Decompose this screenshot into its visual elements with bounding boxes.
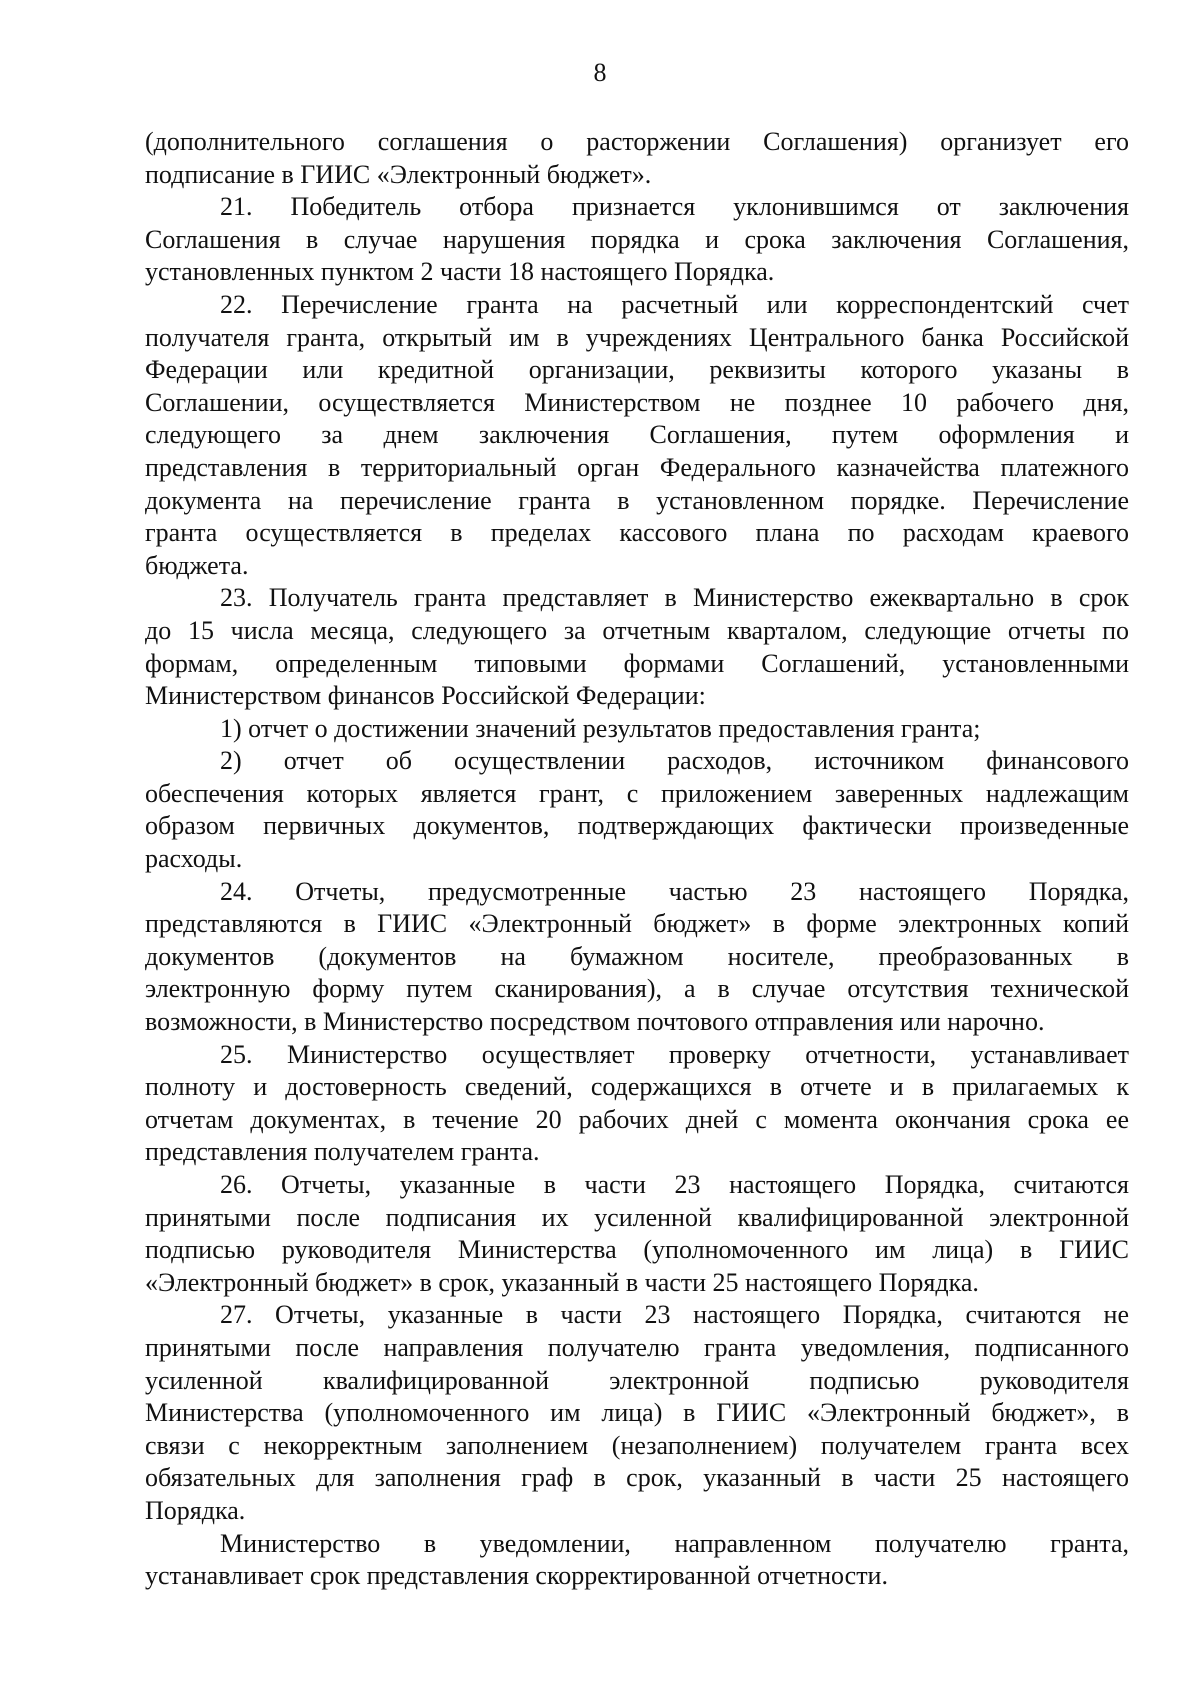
text-line: формам, определенным типовыми формами Соглашений, установленными bbox=[145, 648, 1129, 678]
text-line: возможности, в Министерство посредством почтового отправления или нарочно. bbox=[145, 1007, 1045, 1037]
text-line: установленных пунктом 2 части 18 настоящего Порядка. bbox=[145, 257, 775, 287]
text-line: принятыми после подписания их усиленной квалифицированной электронной bbox=[145, 1202, 1129, 1232]
text-line: связи с некорректным заполнением (незаполнением) получателем гранта всех bbox=[145, 1430, 1129, 1460]
paragraph-p27 bbox=[145, 1299, 1129, 1527]
text-line: принятыми после направления получателю гранта уведомления, подписанного bbox=[145, 1332, 1129, 1362]
text-line: устанавливает срок представления скорректированной отчетности. bbox=[145, 1561, 888, 1591]
paragraph-p22 bbox=[145, 289, 1129, 582]
paragraph-p26 bbox=[145, 1169, 1129, 1299]
text-line: подписание в ГИИС «Электронный бюджет». bbox=[145, 159, 652, 189]
text-line: электронную форму путем сканирования), а в случае отсутствия технической bbox=[145, 974, 1129, 1004]
text-line: 27. Отчеты, указанные в части 23 настоящего Порядка, считаются не bbox=[220, 1300, 1129, 1330]
text-line: бюджета. bbox=[145, 550, 249, 580]
text-line: документа на перечисление гранта в установленном порядке. Перечисление bbox=[145, 485, 1129, 515]
text-line: обязательных для заполнения граф в срок, указанный в части 25 настоящего bbox=[145, 1463, 1129, 1493]
text-line: «Электронный бюджет» в срок, указанный в части 25 настоящего Порядка. bbox=[145, 1267, 979, 1297]
paragraph-p23 bbox=[145, 582, 1129, 712]
text-line: документов (документов на бумажном носителе, преобразованных в bbox=[145, 941, 1129, 971]
text-line: Соглашении, осуществляется Министерством не позднее 10 рабочего дня, bbox=[145, 387, 1129, 417]
text-line: Министерство в уведомлении, направленном получателю гранта, bbox=[220, 1528, 1129, 1558]
text-line: получателя гранта, открытый им в учреждениях Центрального банка Российской bbox=[145, 322, 1129, 352]
text-line: обеспечения которых является грант, с приложением заверенных надлежащим bbox=[145, 778, 1129, 808]
paragraph-p23-2 bbox=[145, 745, 1129, 875]
paragraph-p25 bbox=[145, 1039, 1129, 1169]
page-number: 8 bbox=[593, 58, 607, 87]
text-line: Порядка. bbox=[145, 1495, 246, 1525]
text-line: расходы. bbox=[145, 844, 243, 874]
text-line: Соглашения в случае нарушения порядка и срока заключения Соглашения, bbox=[145, 224, 1129, 254]
text-line: (дополнительного соглашения о расторжении Соглашения) организует его bbox=[145, 127, 1129, 156]
text-line: 21. Победитель отбора признается уклонившимся от заключения bbox=[220, 192, 1129, 222]
text-line: до 15 числа месяца, следующего за отчетным кварталом, следующие отчеты по bbox=[145, 615, 1129, 645]
text-line: представляются в ГИИС «Электронный бюджет» в форме электронных копий bbox=[145, 909, 1129, 939]
text-line: 2) отчет об осуществлении расходов, источником финансового bbox=[220, 746, 1129, 776]
text-line: 24. Отчеты, предусмотренные частью 23 настоящего Порядка, bbox=[220, 876, 1129, 906]
text-line: усиленной квалифицированной электронной подписью руководителя bbox=[145, 1365, 1129, 1395]
paragraph-p23-1 bbox=[145, 713, 1129, 746]
text-line: представления получателем гранта. bbox=[145, 1137, 540, 1167]
text-line: образом первичных документов, подтверждающих фактически произведенные bbox=[145, 811, 1129, 841]
text-line: представления в территориальный орган Федерального казначейства платежного bbox=[145, 452, 1129, 482]
text-line: 23. Получатель гранта представляет в Министерство ежеквартально в срок bbox=[220, 583, 1129, 613]
text-line: Министерства (уполномоченного им лица) в ГИИС «Электронный бюджет», в bbox=[145, 1398, 1129, 1428]
text-line: полноту и достоверность сведений, содержащихся в отчете и в прилагаемых к bbox=[145, 1072, 1129, 1102]
text-line: отчетам документах, в течение 20 рабочих дней с момента окончания срока ее bbox=[145, 1104, 1129, 1134]
paragraph-p0 bbox=[145, 126, 1129, 191]
text-line: 22. Перечисление гранта на расчетный или корреспондентский счет bbox=[220, 289, 1129, 319]
text-line: 1) отчет о достижении значений результатов предоставления гранта; bbox=[220, 713, 981, 743]
text-line: Министерством финансов Российской Федерации: bbox=[145, 681, 706, 711]
text-line: 26. Отчеты, указанные в части 23 настоящего Порядка, считаются bbox=[220, 1170, 1129, 1199]
document-body bbox=[145, 126, 1129, 1593]
text-line: гранта осуществляется в пределах кассового плана по расходам краевого bbox=[145, 518, 1129, 548]
text-line: подписью руководителя Министерства (уполномоченного им лица) в ГИИС bbox=[145, 1235, 1129, 1265]
paragraph-p27-b bbox=[145, 1528, 1129, 1593]
text-line: следующего за днем заключения Соглашения, путем оформления и bbox=[145, 420, 1129, 450]
text-line: 25. Министерство осуществляет проверку отчетности, устанавливает bbox=[220, 1039, 1129, 1069]
paragraph-p21 bbox=[145, 191, 1129, 289]
paragraph-p24 bbox=[145, 876, 1129, 1039]
text-line: Федерации или кредитной организации, реквизиты которого указаны в bbox=[145, 355, 1129, 385]
